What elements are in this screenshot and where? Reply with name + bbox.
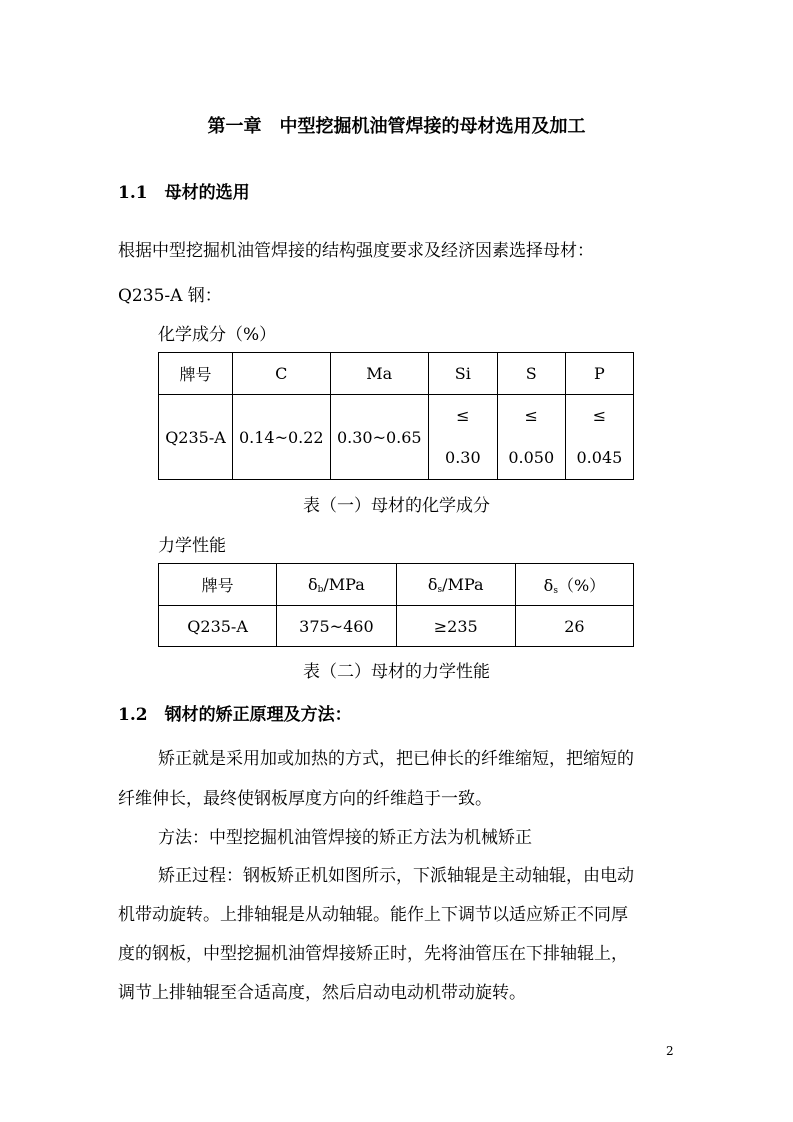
section-heading-1-1: 1.1 母材的选用 (118, 183, 250, 203)
carbon-cell: 0.14~0.22 (233, 395, 331, 480)
header-cell: S (497, 353, 565, 395)
grade-cell: Q235-A (159, 395, 233, 480)
chapter-title: 第一章 中型挖掘机油管焊接的母材选用及加工 (207, 116, 586, 137)
header-cell: P (565, 353, 633, 395)
chemical-composition-table (158, 352, 634, 480)
table-header-row (159, 353, 634, 395)
phosphorus-cell: ≤ 0.045 (565, 395, 633, 480)
chem-heading: 化学成分（%） (158, 325, 277, 345)
paragraph-line: 纤维伸长，最终使钢板厚度方向的纤维趋于一致。 (118, 789, 492, 809)
header-cell: Si (429, 353, 498, 395)
header-cell: $\delta_b$/MPa (277, 564, 396, 606)
paragraph-line: 矫正过程：钢板矫正机如图所示，下派轴辊是主动轴辊，由电动 (158, 866, 634, 886)
section-heading-1-2: 1.2 钢材的矫正原理及方法： (118, 705, 352, 725)
header-cell: $\delta_s(\%)$ (515, 564, 633, 606)
sulfur-cell: ≤ 0.050 (497, 395, 565, 480)
table-caption-2: 表（二）母材的力学性能 (303, 662, 490, 682)
material-label: Q235-A 钢： (118, 286, 222, 306)
method-text: 方法：中型挖掘机油管焊接的矫正方法为机械矫正 (158, 828, 532, 848)
paragraph-line: 矫正就是采用加或加热的方式，把已伸长的纤维缩短，把缩短的 (158, 749, 634, 769)
manganese-cell: 0.30~0.65 (330, 395, 428, 480)
paragraph-line: 度的钢板，中型挖掘机油管焊接矫正时，先将油管压在下排轴辊上， (118, 944, 628, 964)
paragraph-line: 调节上排轴辊至合适高度，然后启动电动机带动旋转。 (118, 983, 526, 1003)
table-header-row (159, 564, 634, 606)
header-cell: Ma (330, 353, 428, 395)
silicon-cell: ≤ 0.30 (429, 395, 498, 480)
page-number: 2 (666, 1044, 674, 1058)
yield-strength-cell: ≥235 (396, 606, 515, 647)
table-caption-1: 表（一）母材的化学成分 (303, 496, 490, 516)
header-cell: C (233, 353, 331, 395)
paragraph-line: 机带动旋转。上排轴辊是从动轴辊。能作上下调节以适应矫正不同厚 (118, 905, 628, 925)
mechanical-properties-table (158, 563, 634, 647)
table-row (159, 606, 634, 647)
grade-cell: Q235-A (159, 606, 277, 647)
mech-heading: 力学性能 (158, 536, 226, 556)
header-cell: $\delta_s$/MPa (396, 564, 515, 606)
tensile-strength-cell: 375~460 (277, 606, 396, 647)
header-cell: 牌号 (159, 353, 233, 395)
header-cell: 牌号 (159, 564, 277, 606)
elongation-cell: 26 (515, 606, 633, 647)
table-row (159, 395, 634, 480)
intro-text: 根据中型挖掘机油管焊接的结构强度要求及经济因素选择母材： (118, 241, 594, 261)
